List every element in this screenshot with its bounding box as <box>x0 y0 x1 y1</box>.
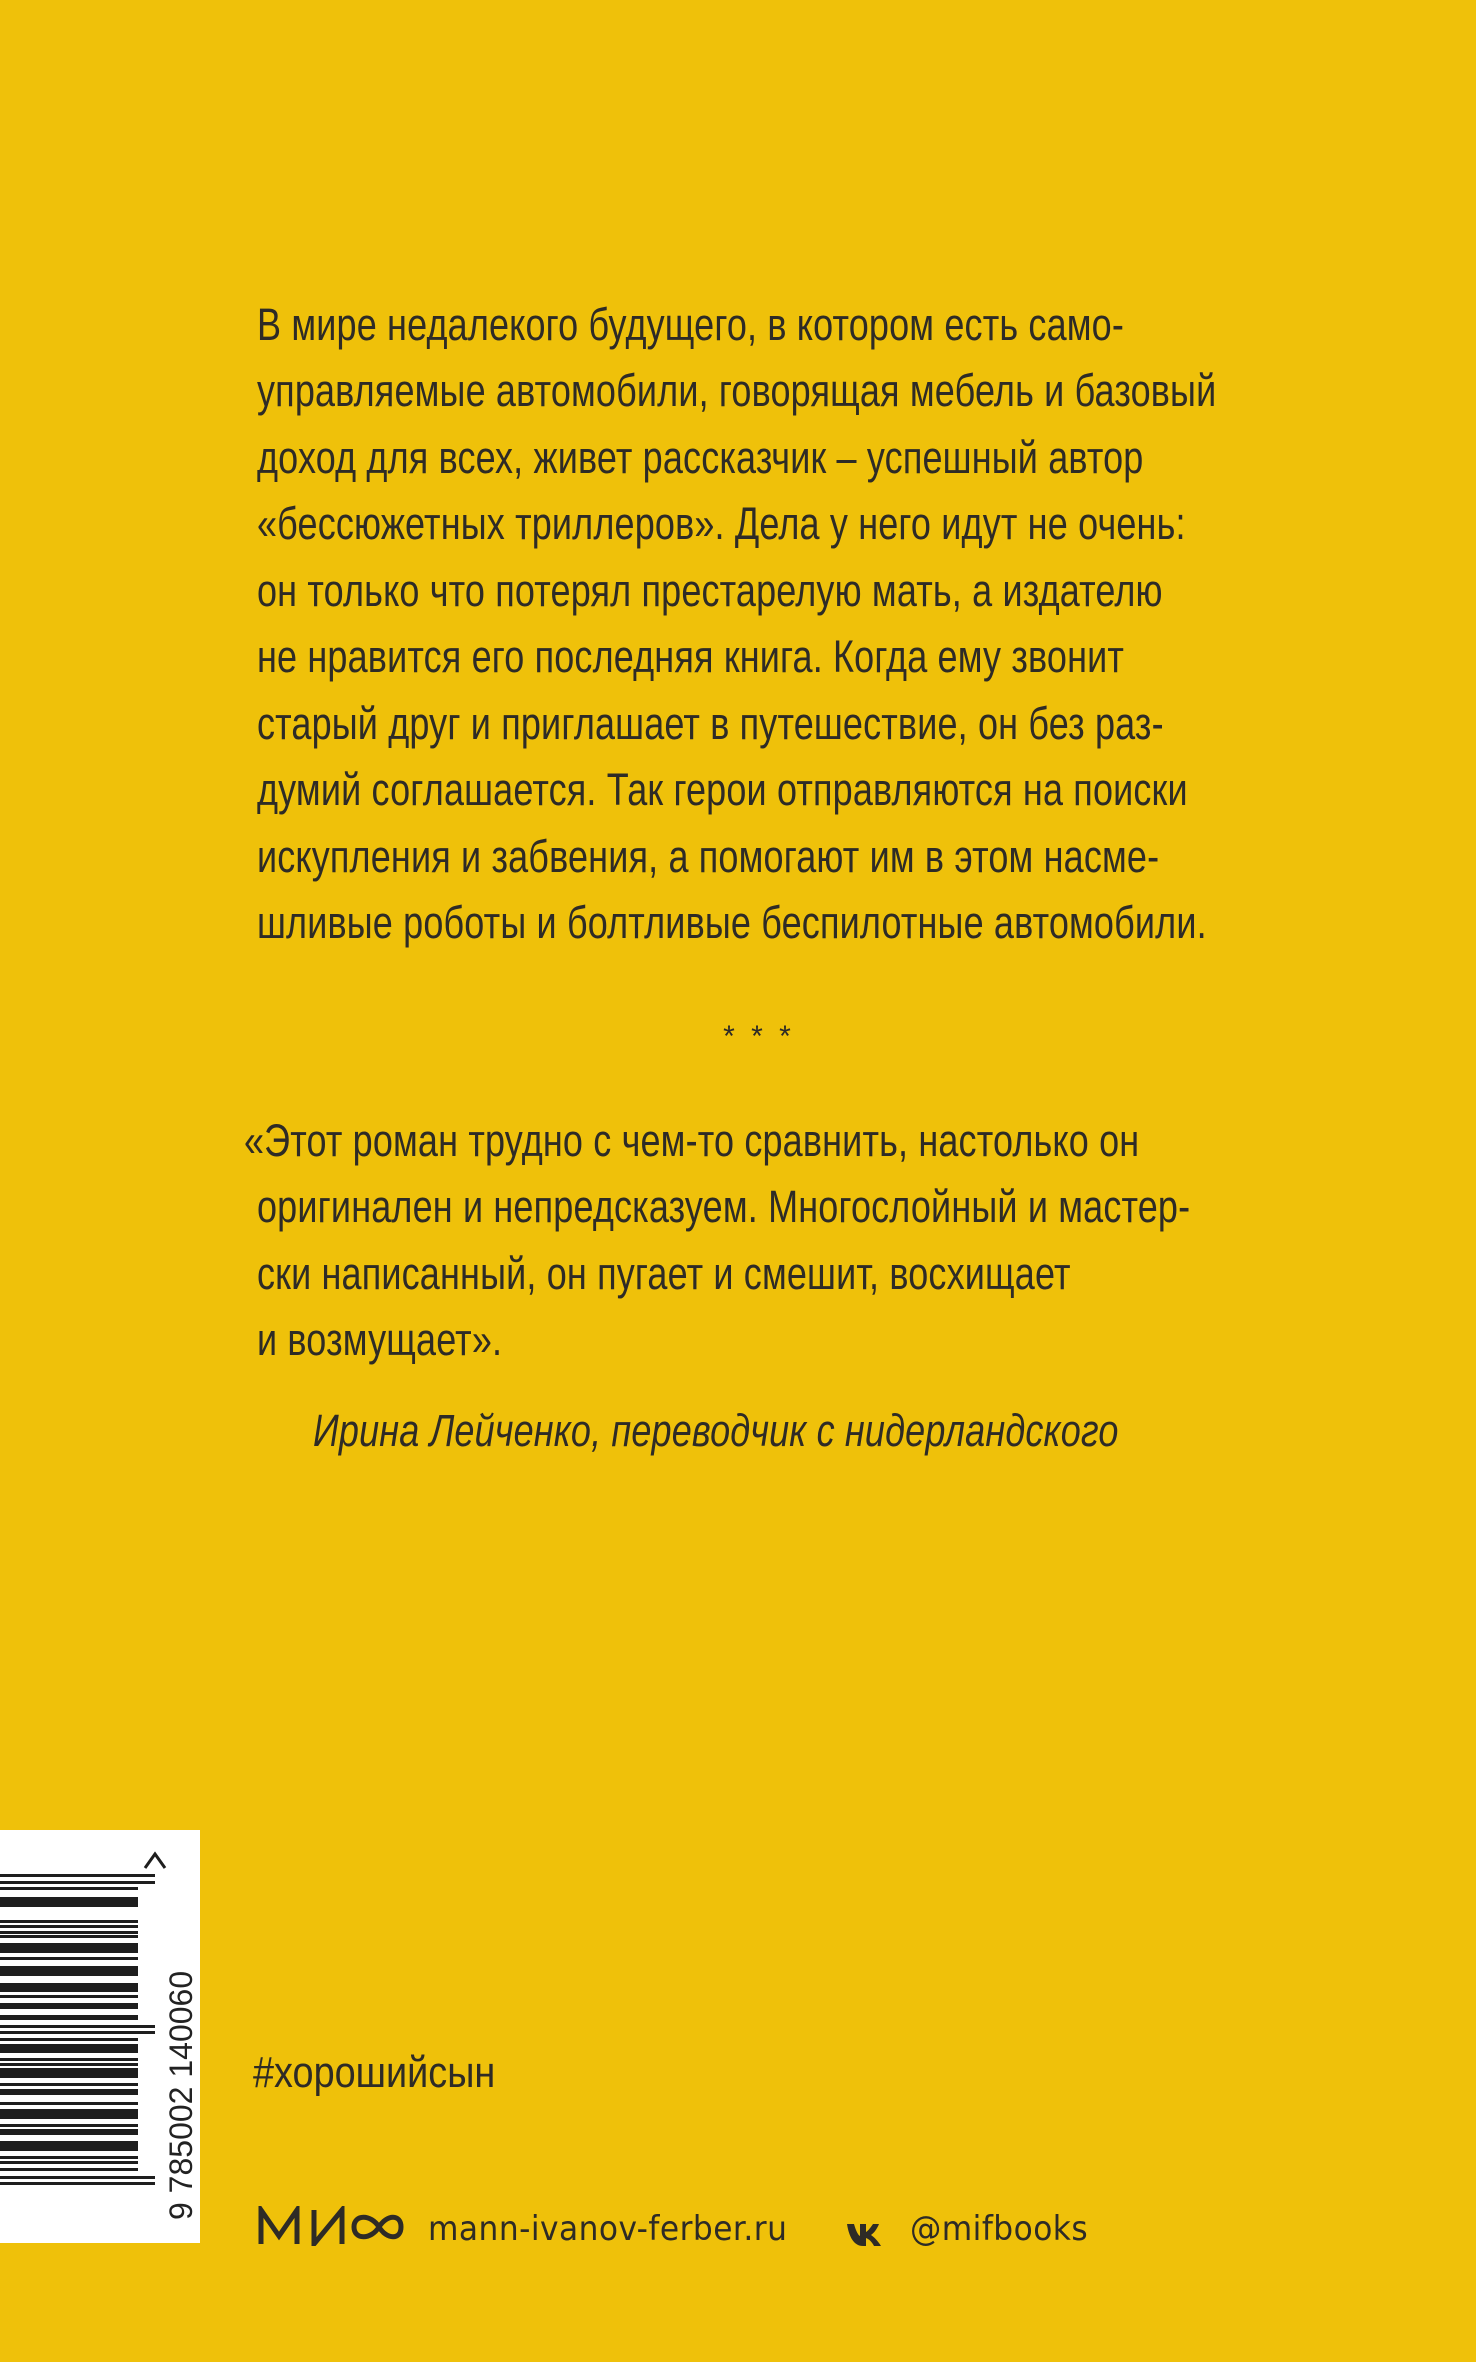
description-line: «бессюжетных триллеров». Дела у него идут не очень: <box>257 498 1186 549</box>
description-line: искупления и забвения, а помогают им в этом насме- <box>257 831 1160 882</box>
description-line: думий соглашается. Так герои отправляются на поиски <box>257 764 1188 815</box>
quote-attribution: Ирина Лейченко, переводчик с нидерландского <box>313 1405 1119 1456</box>
hashtag: #хорошийсын <box>253 2048 496 2097</box>
quote-line: «Этот роман трудно с чем-то сравнить, настолько он <box>244 1115 1140 1166</box>
publisher-website-link[interactable]: mann-ivanov-ferber.ru <box>428 2209 788 2249</box>
quote-line: оригинален и непредсказуем. Многослойный и мастер- <box>257 1181 1191 1232</box>
description-line: старый друг и приглашает в путешествие, он без раз- <box>257 698 1164 749</box>
description-line: не нравится его последняя книга. Когда ему звонит <box>257 631 1125 682</box>
quote-line: ски написанный, он пугает и смешит, восхищает <box>257 1248 1071 1299</box>
description-line: доход для всех, живет рассказчик – успешный автор <box>257 432 1144 483</box>
isbn-digits: 9 785002 140060 <box>163 1970 199 2220</box>
description-line: он только что потерял престарелую мать, а издателю <box>257 565 1163 616</box>
description-line: В мире недалекого будущего, в котором есть само- <box>257 299 1125 350</box>
social-handle-link[interactable]: @mifbooks <box>910 2209 1089 2249</box>
section-separator: * * * <box>723 1020 795 1053</box>
mif-logo-icon <box>258 2206 404 2246</box>
description-line: управляемые автомобили, говорящая мебель и базовый <box>257 365 1217 416</box>
quiet-zone-marker-icon <box>145 1854 165 1868</box>
description-line: шливые роботы и болтливые беспилотные автомобили. <box>257 897 1207 948</box>
quote-line: и возмущает». <box>257 1314 503 1365</box>
vk-icon[interactable] <box>847 2222 887 2246</box>
